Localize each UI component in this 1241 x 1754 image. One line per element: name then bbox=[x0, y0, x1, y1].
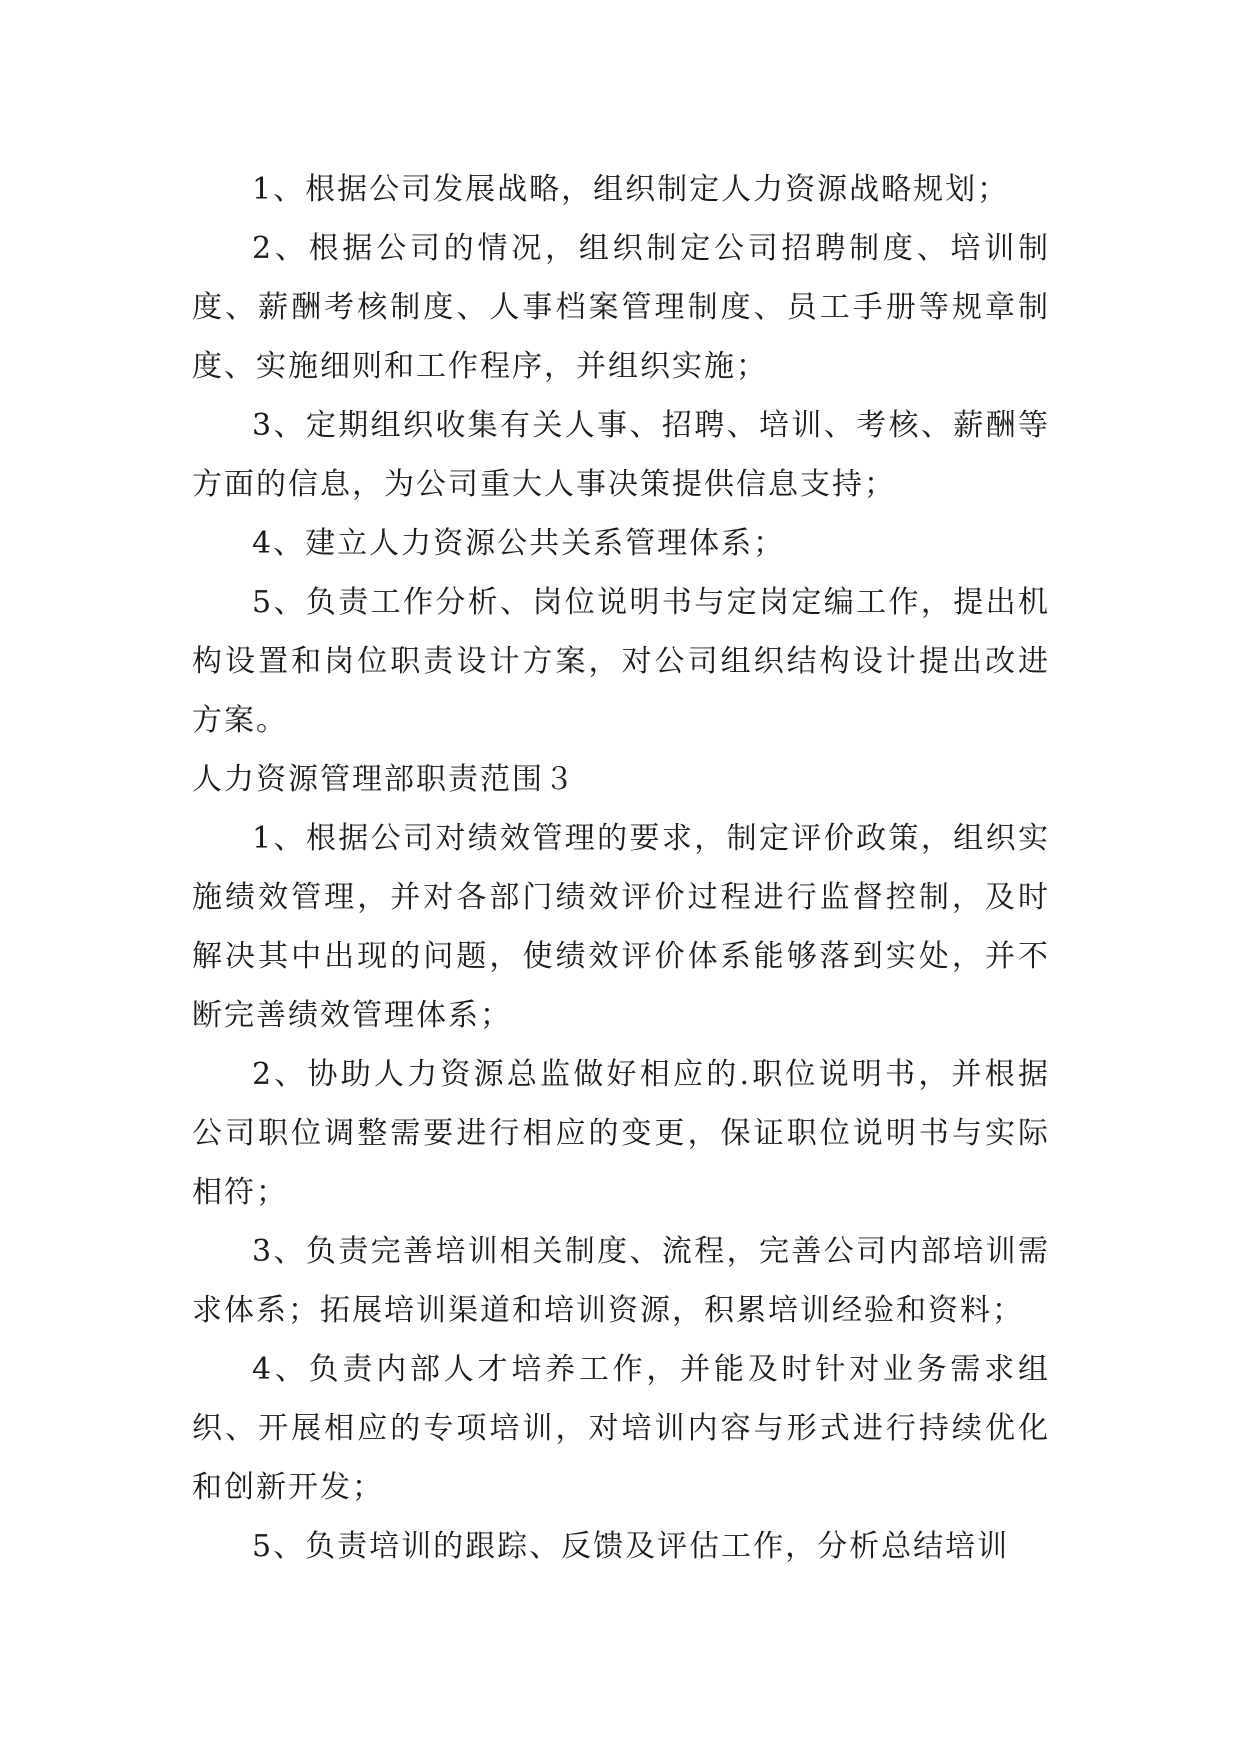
paragraph-1: 1、根据公司发展战略，组织制定人力资源战略规划； bbox=[252, 172, 1010, 207]
paragraph-5: 5、负责工作分析、岗位说明书与定岗定编工作，提出机构设置和岗位职责设计方案，对公司组织结构设计提出改进方案。 bbox=[192, 585, 1050, 738]
paragraph-6: 1、根据公司对绩效管理的要求，制定评价政策，组织实施绩效管理，并对各部门绩效评价过程进行监督控制，及时解决其中出现的问题，使绩效评价体系能够落到实处，并不断完善绩效管理体系； bbox=[192, 821, 1050, 1033]
paragraph-7: 2、协助人力资源总监做好相应的.职位说明书，并根据公司职位调整需要进行相应的变更，保证职位说明书与实际相符； bbox=[192, 1057, 1050, 1210]
paragraph-9: 4、负责内部人才培养工作，并能及时针对业务需求组织、开展相应的专项培训，对培训内容与形式进行持续优化和创新开发； bbox=[192, 1352, 1050, 1505]
paragraph-8: 3、负责完善培训相关制度、流程，完善公司内部培训需求体系；拓展培训渠道和培训资源，积累培训经验和资料； bbox=[192, 1234, 1050, 1328]
section-heading: 人力资源管理部职责范围３ bbox=[192, 762, 576, 797]
paragraph-3: 3、定期组织收集有关人事、招聘、培训、考核、薪酬等方面的信息，为公司重大人事决策提供信息支持； bbox=[192, 408, 1050, 502]
document-body bbox=[192, 160, 1050, 1576]
paragraph-4: 4、建立人力资源公共关系管理体系； bbox=[252, 526, 786, 561]
paragraph-10: 5、负责培训的跟踪、反馈及评估工作，分析总结培训 bbox=[252, 1529, 1010, 1564]
paragraph-2: 2、根据公司的情况，组织制定公司招聘制度、培训制度、薪酬考核制度、人事档案管理制度、员工手册等规章制度、实施细则和工作程序，并组织实施； bbox=[192, 231, 1050, 384]
